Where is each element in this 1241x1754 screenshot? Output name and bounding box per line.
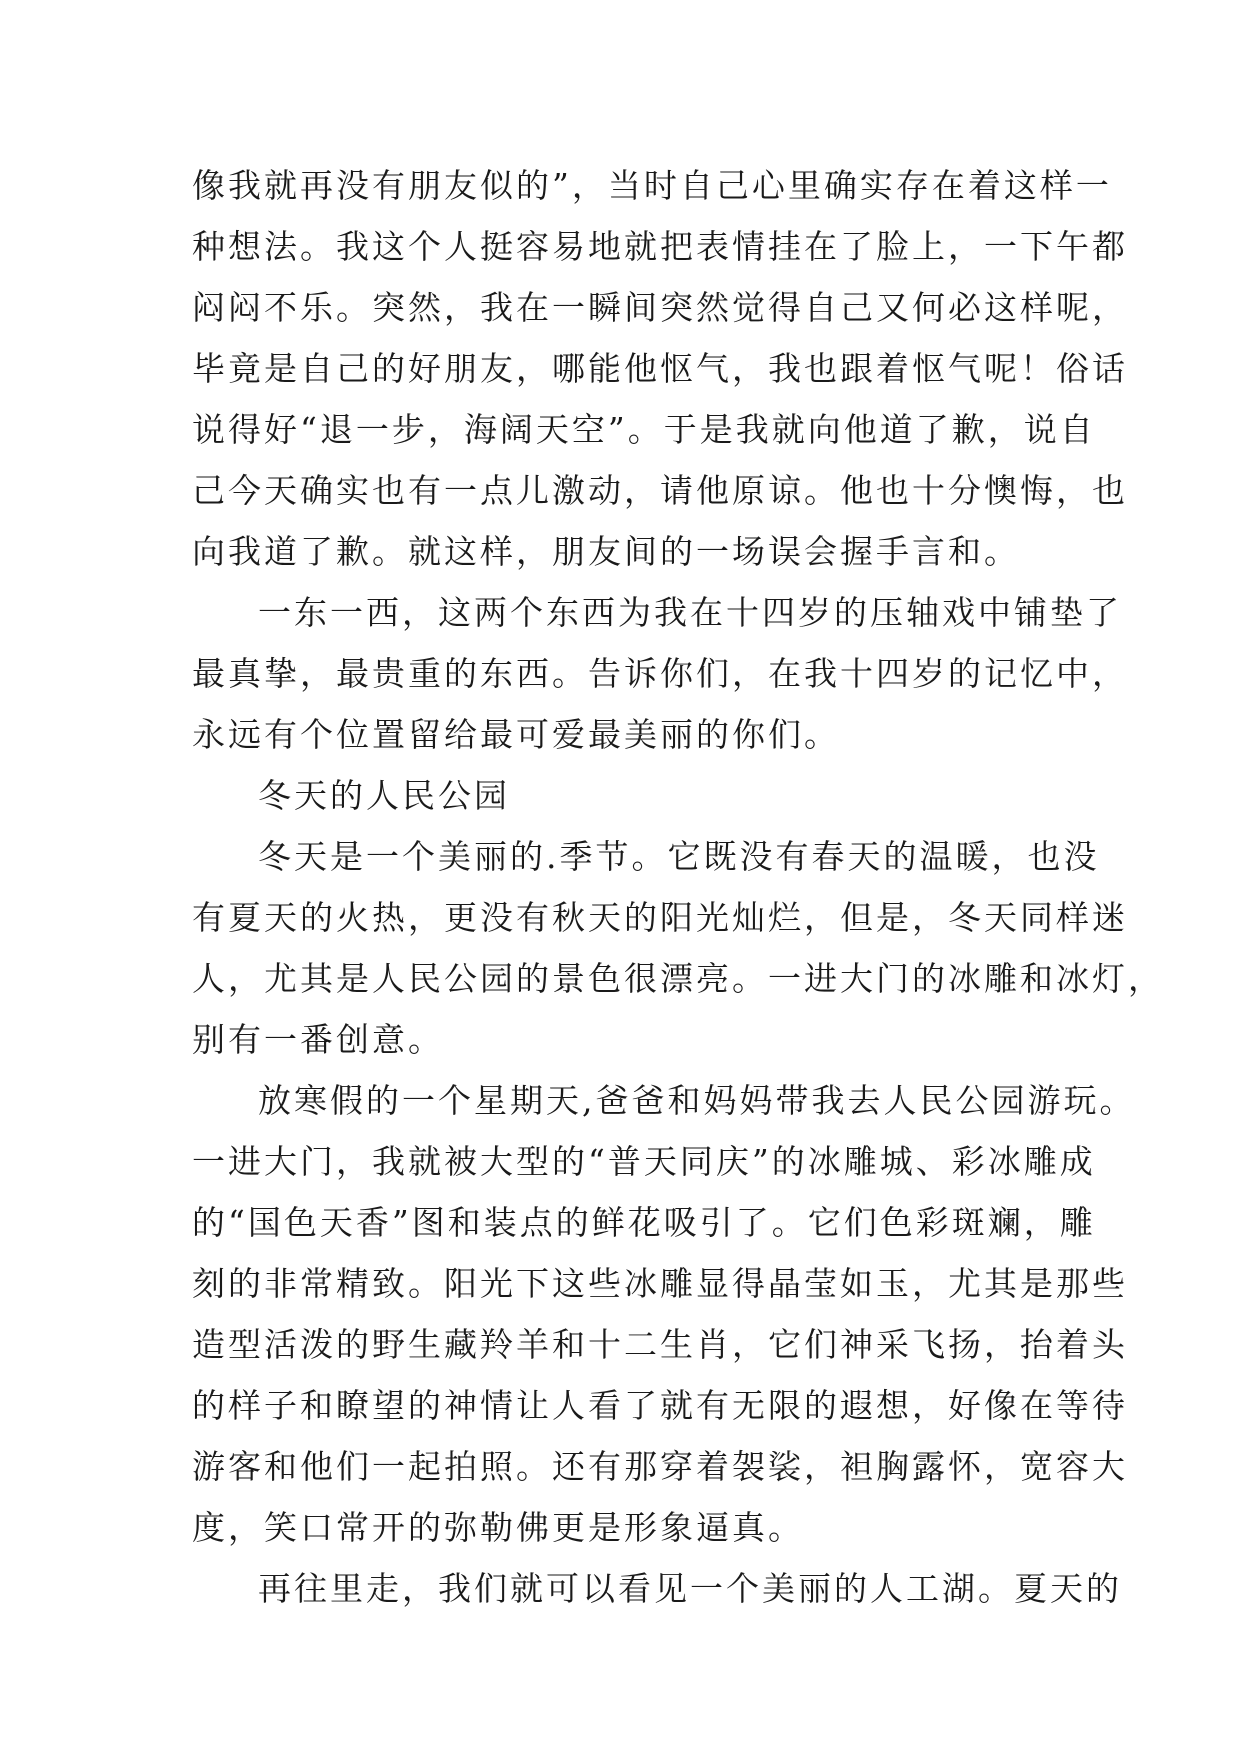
text-line: 向我道了歉。就这样，朋友间的一场误会握手言和。 (192, 532, 1020, 571)
text-line: 最真挚，最贵重的东西。告诉你们，在我十四岁的记忆中， (192, 654, 1128, 693)
text-line: 种想法。我这个人挺容易地就把表情挂在了脸上，一下午都 (192, 227, 1128, 266)
text-line: 永远有个位置留给最可爱最美丽的你们。 (192, 715, 840, 754)
text-line: 有夏天的火热，更没有秋天的阳光灿烂，但是，冬天同样迷 (192, 898, 1128, 937)
text-line: 毕竟是自己的好朋友，哪能他怄气，我也跟着怄气呢！俗话 (192, 349, 1128, 388)
text-line: 的样子和瞭望的神情让人看了就有无限的遐想，好像在等待 (192, 1386, 1128, 1425)
text-line: 像我就再没有朋友似的”，当时自己心里确实存在着这样一 (192, 166, 1112, 205)
text-line: 说得好“退一步，海阔天空”。于是我就向他道了歉，说自 (192, 410, 1096, 449)
paragraph-first-line: 冬天是一个美丽的.季节。它既没有春天的温暖，也没 (258, 837, 1100, 876)
document-body (192, 155, 1164, 1619)
text-line: 一进大门，我就被大型的“普天同庆”的冰雕城、彩冰雕成 (192, 1142, 1096, 1181)
text-line: 游客和他们一起拍照。还有那穿着袈裟，袒胸露怀，宽容大 (192, 1447, 1128, 1486)
text-line: 造型活泼的野生藏羚羊和十二生肖，它们神采飞扬，抬着头 (192, 1325, 1128, 1364)
text-line: 别有一番创意。 (192, 1020, 444, 1059)
paragraph-first-line: 一东一西，这两个东西为我在十四岁的压轴戏中铺垫了 (258, 593, 1122, 632)
text-line: 刻的非常精致。阳光下这些冰雕显得晶莹如玉，尤其是那些 (192, 1264, 1128, 1303)
paragraph-first-line: 放寒假的一个星期天,爸爸和妈妈带我去人民公园游玩。 (258, 1081, 1136, 1120)
text-line: 度，笑口常开的弥勒佛更是形象逼真。 (192, 1508, 804, 1547)
text-line: 闷闷不乐。突然，我在一瞬间突然觉得自己又何必这样呢， (192, 288, 1128, 327)
section-title: 冬天的人民公园 (258, 776, 510, 815)
paragraph-first-line: 再往里走，我们就可以看见一个美丽的人工湖。夏天的 (258, 1569, 1122, 1608)
text-line: 的“国色天香”图和装点的鲜花吸引了。它们色彩斑斓，雕 (192, 1203, 1096, 1242)
text-line: 人，尤其是人民公园的景色很漂亮。一进大门的冰雕和冰灯， (192, 959, 1164, 998)
text-line: 己今天确实也有一点儿激动，请他原谅。他也十分懊悔，也 (192, 471, 1128, 510)
